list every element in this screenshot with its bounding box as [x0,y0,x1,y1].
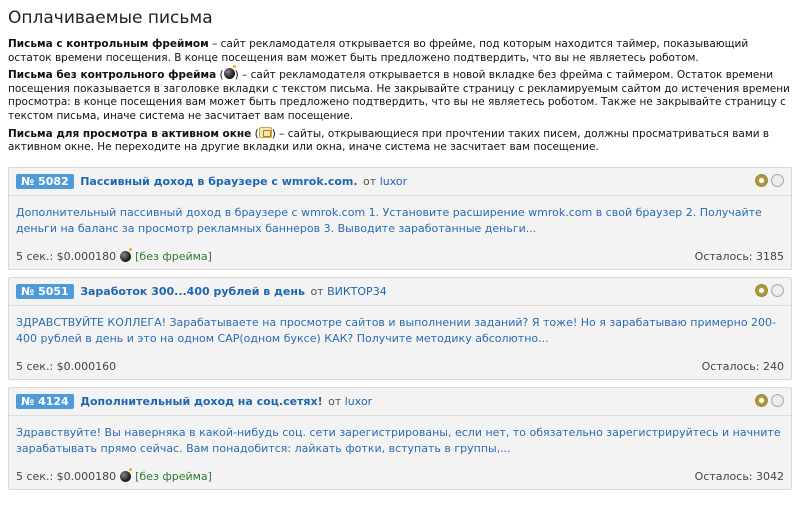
mail-title-link[interactable]: Заработок 300...400 рублей в день [80,284,305,298]
info-active-window-text: ) – сайты, открывающиеся при прочтении таких писем, должны просматриваться вами в активном окне. Не переходите на другие вкладки или окна, иначе система не засчитает вам посещение. [8,127,770,154]
mail-title-link[interactable]: Дополнительный доход на соц.сетях! [80,394,323,408]
gear-icon[interactable] [755,284,768,297]
info-no-frame-heading: Письма без контрольного фрейма [8,69,217,82]
bomb-icon [120,471,131,482]
mail-footer [16,469,784,485]
mail-snippet[interactable]: Дополнительный пассивный доход в браузере с wmrok.com 1. Установите расширение wmrok.com в свой браузер 2. Получайте деньги на баланс за просмотр рекламных баннеров 3. Выводите заработанные деньги... [16,205,762,235]
gear-icon[interactable] [755,394,768,407]
circle-icon[interactable] [771,174,784,187]
mail-card [8,387,792,490]
info-no-frame-text: ) – сайт рекламодателя открывается в новой вкладке без фрейма с таймером. Остаток времени посещения показывается в заголовке вкладки с текстом письма. Не закрывайте страницу с рекламируемым сайтом до истечения времени просмотра: в конце посещения вам может быть предложено подтвердить, что вы не являетесь роботом. Также не закрывайте страницу с текстом письма, иначе система не засчитает вам посещение. [8,69,790,122]
info-paragraph-no-frame [8,68,792,123]
info-active-window-heading: Письма для просмотра в активном окне [8,127,252,140]
by-label: от [363,174,377,188]
mail-price: 5 сек.: $0.000160 [16,359,117,373]
active-window-icon [259,127,272,138]
by-label: от [310,284,324,298]
mail-card-header [9,278,791,306]
no-frame-label: [без фрейма] [135,249,212,263]
mail-card [8,277,792,380]
mail-list [8,167,792,490]
info-paren-open: ( [216,69,224,82]
no-frame-label: [без фрейма] [135,469,212,483]
author-link[interactable]: ВИКТОР34 [327,284,387,298]
info-paren-open-2: ( [251,127,259,140]
info-frame-text: – сайт рекламодателя открывается во фрейме, под которым находится таймер, показывающий остаток времени посещения. В конце посещения вам может быть предложено подтвердить, что вы не являетесь роботом. [8,38,749,64]
author-link[interactable]: luxor [344,394,373,408]
bomb-icon [224,68,235,79]
circle-icon[interactable] [771,394,784,407]
remaining-count: Осталось: 3042 [694,469,784,483]
mail-card-header [9,388,791,416]
bomb-icon [120,251,131,262]
by-label: от [328,394,342,408]
remaining-count: Осталось: 240 [701,359,784,373]
info-paragraph-active-window [8,127,792,155]
info-frame-heading: Письма с контрольным фреймом [8,38,209,50]
mail-footer [16,359,784,375]
page-title: Оплачиваемые письма [8,8,213,28]
remaining-count: Осталось: 3185 [694,249,784,263]
mail-card-header [9,168,791,196]
circle-icon[interactable] [771,284,784,297]
info-block [8,38,792,155]
mail-actions [755,174,784,187]
mail-footer [16,249,784,265]
mail-card [8,167,792,270]
mail-snippet[interactable]: Здравствуйте! Вы наверняка в какой-нибудь соц. сети зарегистрированы, если нет, то обязательно зарегистрируйтесь и начните зарабатывать прямо сейчас. Вам понадобится: лайкать фотки, вступать в группы,... [16,425,781,455]
mail-price: 5 сек.: $0.000180 [16,469,117,483]
mail-actions [755,284,784,297]
gear-icon[interactable] [755,174,768,187]
info-paragraph-frame [8,38,792,65]
author-link[interactable]: luxor [379,174,408,188]
mail-price: 5 сек.: $0.000180 [16,249,117,263]
mail-number-badge: № 4124 [16,394,74,409]
mail-actions [755,394,784,407]
mail-number-badge: № 5082 [16,174,74,189]
mail-snippet[interactable]: ЗДРАВСТВУЙТЕ КОЛЛЕГА! Зарабатываете на просмотре сайтов и выполнении заданий? Я тоже! Но я зарабатываю примерно 200-400 рублей в день и это на одном САР(одном буксе) КАК? Получите методику абсолютно... [16,315,777,345]
mail-title-link[interactable]: Пассивный доход в браузере с wmrok.com. [80,174,358,188]
mail-number-badge: № 5051 [16,284,74,299]
